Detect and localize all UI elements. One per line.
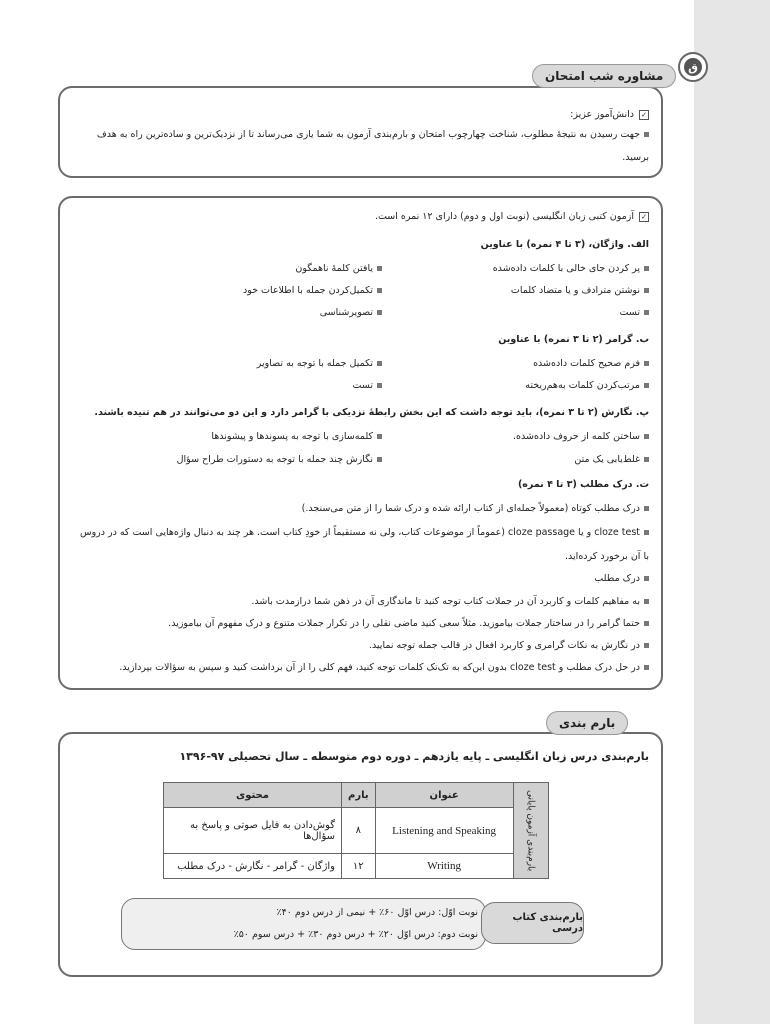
bullet-icon [644,288,649,293]
bullet-icon [644,310,649,315]
header-title: عنوان [375,783,513,808]
grammar-title: ب. گرامر (۲ تا ۳ نمره) با عناوین [498,334,649,345]
checkbox-icon: ✓ [639,212,649,222]
bullet-icon [644,506,649,511]
vocab-item: پر کردن جای خالی با کلمات داده‌شده [493,262,649,275]
advice-paragraph-line: برسید. [622,152,649,163]
vocab-item: تصویرشناسی [320,306,382,319]
advice-paragraph-line: جهت رسیدن به نتیجهٔ مطلوب، شناخت چهارچوب امتحان و بارم‌بندی آزمون به شما یاری می‌رساند تا از نزدیک‌ترین و ساده‌ترین راه به هدف [97,128,649,141]
greeting-line: ✓دانش‌آموز عزیز: [570,108,649,121]
bullet-icon [644,266,649,271]
bullet-icon [644,643,649,648]
bullet-icon [644,665,649,670]
bullet-icon [644,621,649,626]
checkbox-icon: ✓ [639,110,649,120]
header-content: محتوی [164,783,342,808]
writing-title: پ. نگارش (۲ تا ۳ نمره)، باید توجه داشت که این بخش رابطهٔ نزدیکی با گرامر دارد و این دو می‌توانند در هم تنیده باشند. [94,407,649,418]
bullet-icon [377,266,382,271]
vocab-item: تکمیل‌کردن جمله با اطلاعات خود [243,284,382,297]
reading-title: ت. درک مطلب (۳ تا ۴ نمره) [517,479,649,490]
writing-item: ساختن کلمه از حروف داده‌شده. [513,430,649,443]
reading-item: درک مطلب [594,572,649,585]
bullet-icon [377,457,382,462]
header-score: بارم [342,783,376,808]
table-cell: گوش‌دادن به فایل صوتی و پاسخ به سؤال‌ها [164,808,342,854]
table-cell: Writing [375,854,513,879]
vocab-title: الف. واژگان، (۳ تا ۴ نمره) با عناوین [480,239,649,250]
page-margin-strip [694,0,770,1024]
bullet-icon [644,434,649,439]
grammar-item: مرتب‌کردن کلمات به‌هم‌ریخته [525,379,649,392]
exam-intro: ✓آزمون کتبی زبان انگلیسی (نوبت اول و دوم) دارای ۱۲ نمره است. [375,210,649,223]
writing-item: نگارش چند جمله با توجه به دستورات طراح سؤال [177,453,382,466]
table-cell: Listening and Speaking [375,808,513,854]
bullet-icon [644,530,649,535]
writing-item: غلط‌یابی یک متن [574,453,649,466]
exam-advice-tag: مشاوره شب امتحان [532,64,676,88]
reading-item: حتما گرامر را در ساختار جملات بیاموزید. مثلاً سعی کنید ماضی نقلی را در تکرار جملات متنوع و درک مفهوم آن بیاموزید. [168,617,649,630]
vocab-item: یافتن کلمهٔ ناهمگون [295,262,382,275]
vocab-item: تست [620,306,649,319]
scoring-table [163,782,549,879]
scoring-tag: بارم بندی [546,711,628,735]
reading-item: درک مطلب کوتاه (معمولاً جمله‌ای از کتاب ارائه شده و درک شما را از متن می‌سنجد.) [302,502,649,515]
bullet-icon [644,361,649,366]
book-scoring-line: نوبت دوم: درس اوّل ۲۰٪ + درس دوم ۳۰٪ + درس سوم ۵۰٪ [233,929,478,940]
bullet-icon [377,288,382,293]
reading-item: به مفاهیم کلمات و کاربرد آن در جملات کتاب توجه کنید تا ماندگاری آن در ذهن شما درازمدت باشد. [251,595,649,608]
bullet-icon [644,576,649,581]
publisher-logo: ق [678,52,708,82]
grammar-item: تکمیل جمله با توجه به تصاویر [257,357,382,370]
reading-item: در حل درک مطلب و cloze test بدون این‌که به تک‌تک کلمات توجه کنید، فهم کلی را از آن برداشت کنید و سپس به سؤالات بپردازید. [119,661,649,674]
bullet-icon [644,383,649,388]
bullet-icon [377,310,382,315]
vocab-item: نوشتن مترادف و یا متضاد کلمات [511,284,649,297]
table-cell: ۱۲ [342,854,376,879]
writing-item: کلمه‌سازی با توجه به پسوندها و پیشوندها [211,430,382,443]
reading-item: cloze test و یا cloze passage (عموماً از موضوعات کتاب، ولی نه مستقیماً از خودِ کتاب است. هر چند به دنبال واژه‌هایی است که در دروس [80,526,649,539]
book-scoring-tag: بارم‌بندی کتاب درسی [481,902,584,944]
scoring-heading: بارم‌بندی درس زبان انگلیسی ـ پایه یازدهم ـ دوره دوم متوسطه ـ سال تحصیلی ۹۷-۱۳۹۶ [179,750,649,763]
bullet-icon [644,599,649,604]
bullet-icon [644,457,649,462]
grammar-item: فرم صحیح کلمات داده‌شده [533,357,649,370]
bullet-icon [377,434,382,439]
bullet-icon [377,361,382,366]
bullet-icon [644,132,649,137]
reading-item-cont: با آن برخورد کرده‌اید. [565,551,649,562]
bullet-icon [377,383,382,388]
grammar-item: تست [353,379,382,392]
reading-item: در نگارش به نکات گرامری و کاربرد افعال در قالب جمله توجه نمایید. [369,639,649,652]
table-cell: ۸ [342,808,376,854]
table-cell: واژگان - گرامر - نگارش - درک مطلب [164,854,342,879]
table-side-label: بارم‌بندی آزمون پایانی [513,783,548,879]
book-scoring-line: نوبت اوّل: درس اوّل ۶۰٪ + نیمی از درس دوم ۴۰٪ [276,907,478,918]
